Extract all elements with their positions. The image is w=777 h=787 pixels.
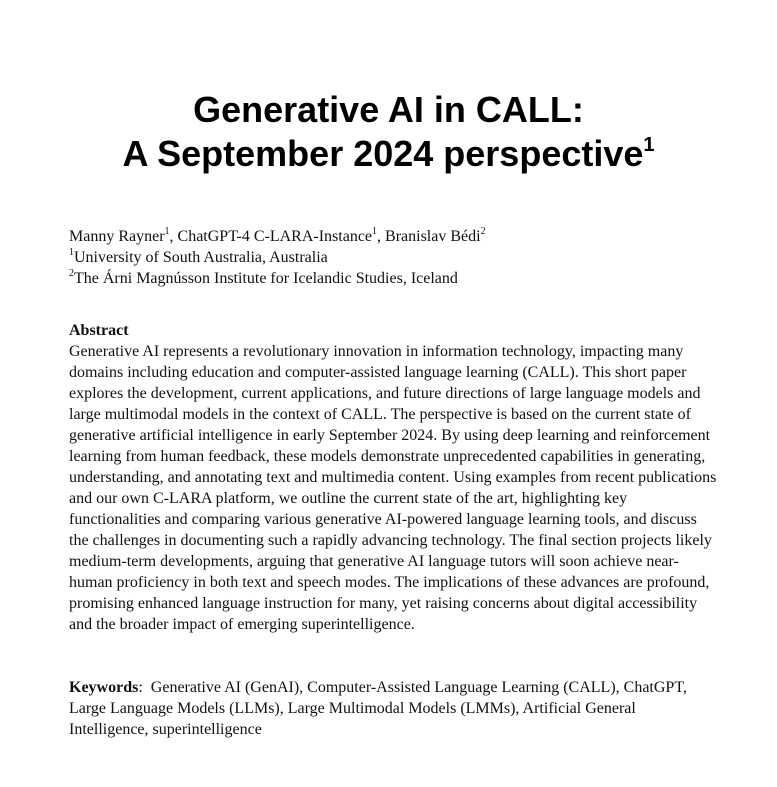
affiliation-text: University of South Australia, Australia <box>74 249 328 266</box>
author-affiliation-mark: 1 <box>372 225 378 237</box>
author-block <box>69 226 729 289</box>
author-list: Manny Rayner$^1$, ChatGPT-4 C-LARA-Instance$^1$, Branislav Bédi$^2$ <box>69 225 486 245</box>
affiliation-mark: 2 <box>69 267 74 279</box>
title-line-2 <box>0 132 777 176</box>
keywords-separator: : <box>138 679 151 696</box>
abstract-heading: Abstract <box>69 322 129 339</box>
author-name: ChatGPT-4 C-LARA-Instance <box>177 228 373 245</box>
title-line-1: Generative AI in CALL: <box>193 89 584 130</box>
affiliation-line <box>69 247 729 268</box>
author-affiliation-mark: 2 <box>480 225 486 237</box>
abstract-body: Generative AI represents a revolutionary innovation in information technology, impacting many domains including education and computer-assisted language learning (CALL). This short paper explores the development, current applications, and future directions of large language models and large multimodal models in the context of CALL. The perspective is based on the current state of generative artificial intelligence in early September 2024. By using deep learning and reinforcement learning from human feedback, these models demonstrate unprecedented capabilities in generating, understanding, and annotating text and multimedia content. Using examples from recent publications and our own C-LARA platform, we outline the current state of the art, highlighting key functionalities and comparing various generative AI-powered language learning tools, and discuss the challenges in documenting such a rapidly advancing technology. The final section projects likely medium-term developments, arguing that generative AI language tutors will soon achieve near-human proficiency in both text and speech modes. The implications of these advances are profound, promising enhanced language instruction for many, yet raising concerns about digital accessibility and the broader impact of emerging superintelligence. <box>69 343 717 633</box>
author-affiliation-mark: 1 <box>164 225 170 237</box>
affiliation-line <box>69 268 729 289</box>
paper-title <box>0 88 777 176</box>
author-name: Branislav Bédi <box>385 228 481 245</box>
keywords-section <box>69 677 717 740</box>
abstract-section <box>69 320 717 635</box>
keywords-label: Keywords <box>69 679 139 696</box>
title-line-2-text: A September 2024 perspective <box>122 133 644 174</box>
affiliation-text: The Árni Magnússon Institute for Icelandic Studies, Iceland <box>74 270 458 287</box>
affiliation-mark: 1 <box>69 246 74 258</box>
keywords-text: Generative AI (GenAI), Computer-Assisted Language Learning (CALL), ChatGPT, Large Language Models (LLMs), Large Multimodal Models (LMMs), Artificial General Intelligence, superintelligence <box>69 679 687 738</box>
title-footnote-mark: 1 <box>643 134 655 156</box>
author-name: Manny Rayner <box>69 228 165 245</box>
